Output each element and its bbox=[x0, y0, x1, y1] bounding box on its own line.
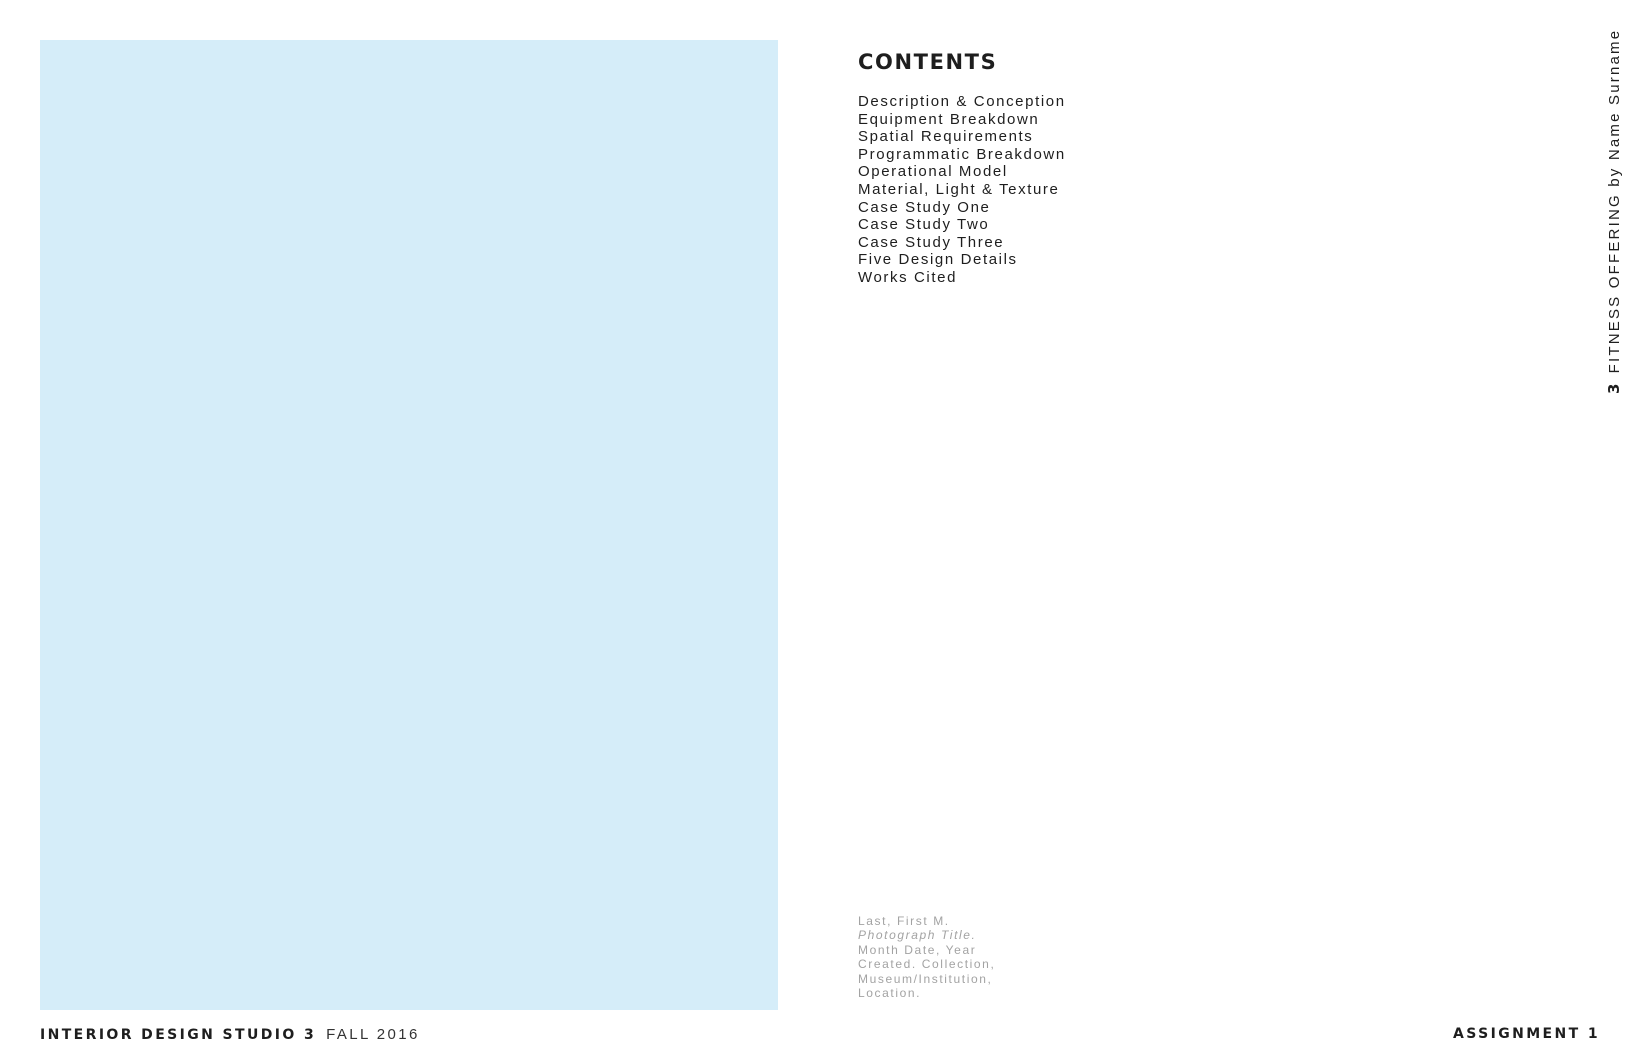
table-of-contents bbox=[858, 93, 1066, 287]
toc-item: Five Design Details bbox=[858, 251, 1018, 269]
course-name: INTERIOR DESIGN STUDIO 3 bbox=[40, 1027, 317, 1043]
caption-institution: Museum/Institution, bbox=[858, 971, 993, 986]
contents-title: CONTENTS bbox=[858, 50, 998, 74]
assignment-label: ASSIGNMENT 1 bbox=[1453, 1026, 1600, 1042]
footer-course bbox=[40, 1026, 420, 1043]
caption-author: Last, First M. bbox=[858, 914, 950, 928]
toc-item: Case Study One bbox=[858, 198, 991, 216]
toc-item: Case Study Three bbox=[858, 233, 1005, 251]
caption-location: Location. bbox=[858, 986, 922, 1001]
photo-placeholder bbox=[40, 40, 778, 1010]
toc-item: Equipment Breakdown bbox=[858, 110, 1040, 128]
section-number: 3 bbox=[1605, 381, 1623, 394]
toc-item: Spatial Requirements bbox=[858, 128, 1034, 146]
toc-item: Description & Conception bbox=[858, 93, 1066, 110]
photo-caption bbox=[858, 914, 995, 1000]
vertical-document-title bbox=[1604, 29, 1625, 394]
caption-date: Month Date, Year bbox=[858, 942, 977, 957]
document-title-text: FITNESS OFFERING by Name Surname bbox=[1606, 28, 1623, 374]
toc-item: Programmatic Breakdown bbox=[858, 145, 1066, 163]
toc-item: Case Study Two bbox=[858, 216, 990, 234]
caption-photo-title: Photograph Title. bbox=[858, 928, 977, 943]
toc-item: Operational Model bbox=[858, 163, 1008, 181]
course-term: FALL 2016 bbox=[326, 1026, 420, 1043]
toc-item: Material, Light & Texture bbox=[858, 180, 1060, 198]
caption-collection: Created. Collection, bbox=[858, 957, 996, 972]
toc-item: Works Cited bbox=[858, 268, 958, 286]
